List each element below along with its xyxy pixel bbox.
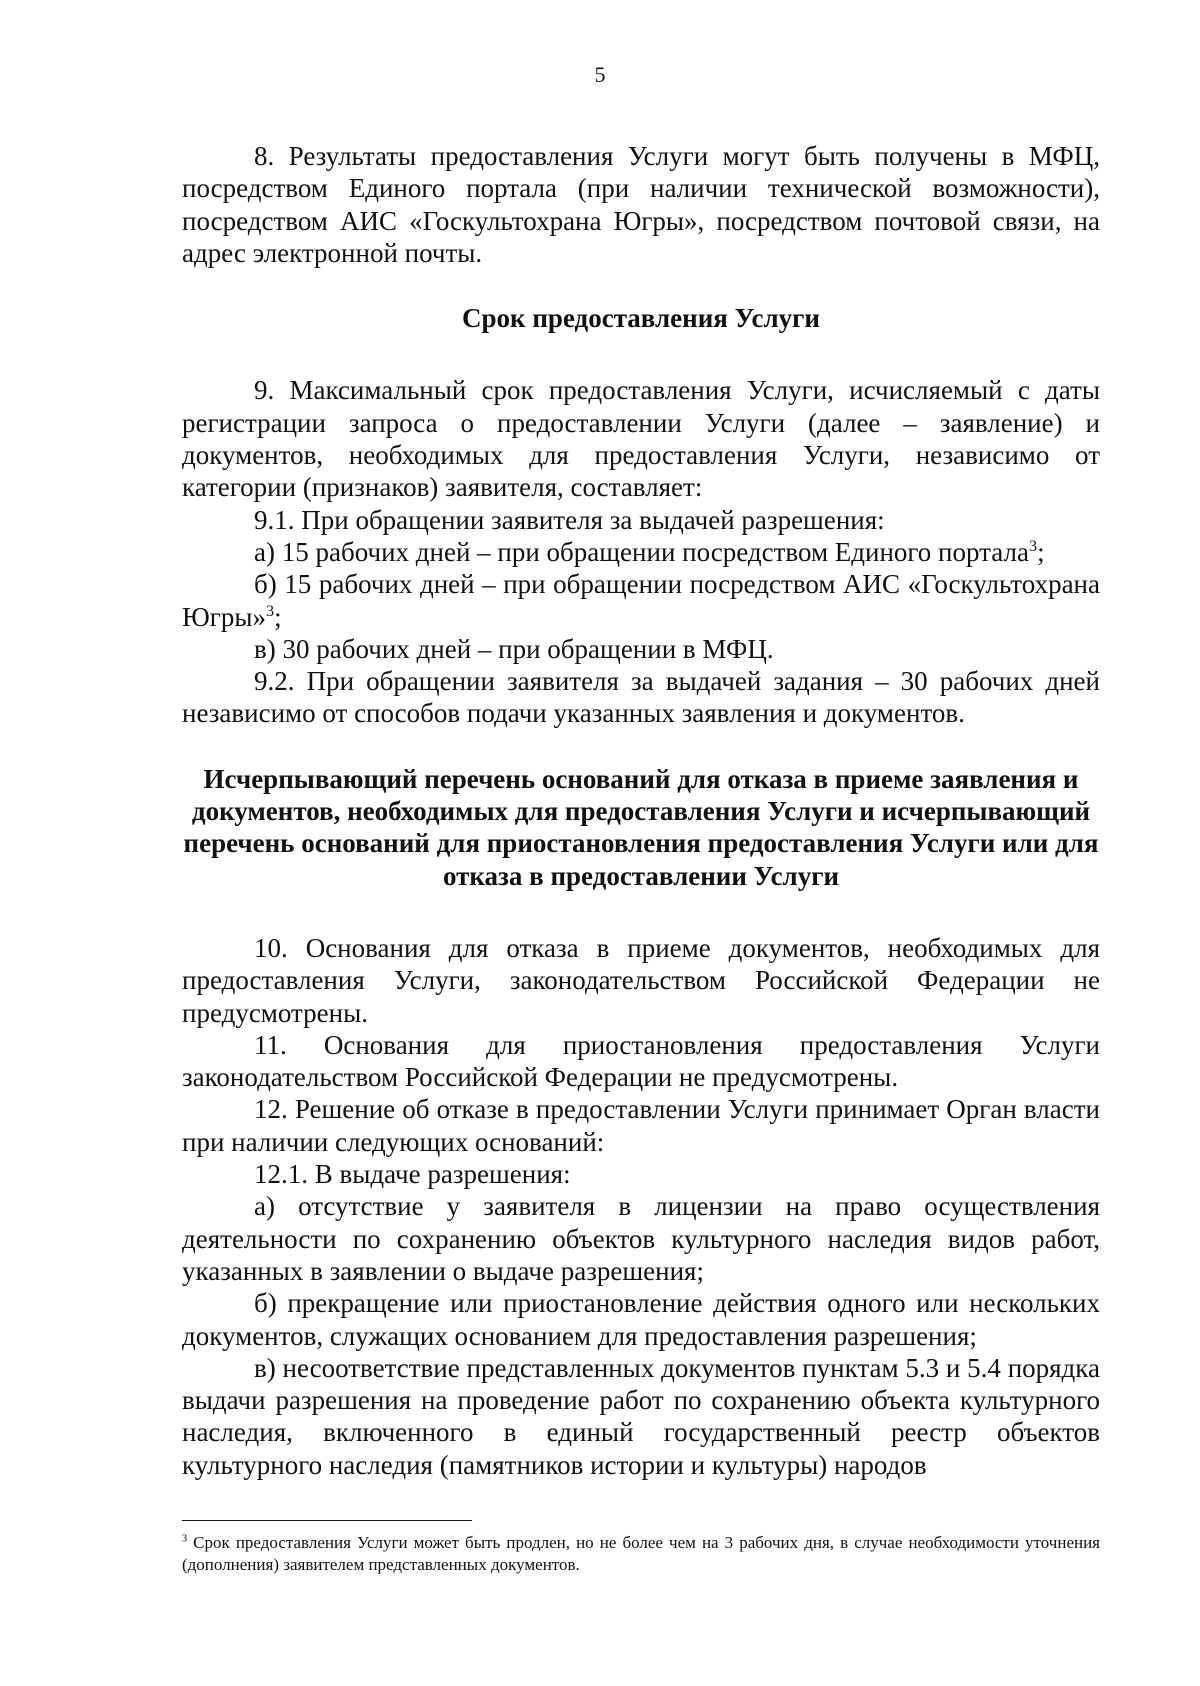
paragraph-10: 10. Основания для отказа в приеме документов, необходимых для предоставления Услуги, законодательством Российской Федерации не предусмотрены. [182,932,1100,1028]
paragraph-8: 8. Результаты предоставления Услуги могут быть получены в МФЦ, посредством Единого портала (при наличии технической возможности), посредством АИС «Госкультохрана Югры», посредством почтовой связи, на адрес электронной почты. [182,141,1100,268]
footnote-ref: 3 [1028,536,1038,555]
paragraph-9-1-b: б) 15 рабочих дней – при обращении посредством АИС «Госкультохрана Югры»$^3$; [182,569,1100,632]
paragraph-9-2: 9.2. При обращении заявителя за выдачей задания – 30 рабочих дней независимо от способов подачи указанных заявления и документов. [182,666,1100,729]
footnote-ref: 3 [265,601,275,620]
paragraph-12-1-c: в) несоответствие представленных документов пунктам 5.3 и 5.4 порядка выдачи разрешения на проведение работ по сохранению объекта культурного наследия, включенного в единый государственный реестр объектов культурного наследия (памятников истории и культуры) народов [182,1352,1100,1480]
paragraph-12-1-b: б) прекращение или приостановление действия одного или нескольких документов, служащих основанием для предоставления разрешения; [182,1288,1100,1351]
paragraph-9: 9. Максимальный срок предоставления Услуги, исчисляемый с даты регистрации запроса о предоставлении Услуги (далее – заявление) и документов, необходимых для предоставления Услуги, независимо от категории (признаков) заявителя, составляет: [182,375,1100,503]
page-number: 5 [594,62,606,87]
footnote-text: Срок предоставления Услуги может быть продлен, но не более чем на 3 рабочих дня, в случае необходимости уточнения (дополнения) заявителем представленных документов. [182,1533,1100,1574]
document-body [182,140,1100,1481]
paragraph-12-1-a: а) отсутствие у заявителя в лицензии на право осуществления деятельности по сохранению объектов культурного наследия видов работ, указанных в заявлении о выдаче разрешения; [182,1191,1100,1286]
section-heading-grounds: Исчерпывающий перечень оснований для отказа в приеме заявления и документов, необходимых для предоставления Услуги и исчерпывающий перечень оснований для приостановления предоставления Услуги или для отказа в предоставлении Услуги [183,763,1099,891]
paragraph-11: 11. Основания для приостановления предоставления Услуги законодательством Российской Федерации не предусмотрены. [182,1029,1100,1093]
paragraph-12: 12. Решение об отказе в предоставлении Услуги принимает Орган власти при наличии следующих оснований: [182,1094,1100,1157]
footnote-mark: 3 [182,1533,188,1545]
paragraph-12-1: 12.1. В выдаче разрешения: [254,1159,571,1190]
footnote [182,1532,1100,1576]
paragraph-9-1-c: в) 30 рабочих дней – при обращении в МФЦ. [254,633,774,664]
footnote-divider [182,1520,472,1521]
paragraph-9-1: 9.1. При обращении заявителя за выдачей разрешения: [254,504,885,535]
paragraph-9-1-a: а) 15 рабочих дней – при обращении посредством Единого портала$^3$; [254,536,1045,567]
section-heading-term: Срок предоставления Услуги [462,303,820,334]
